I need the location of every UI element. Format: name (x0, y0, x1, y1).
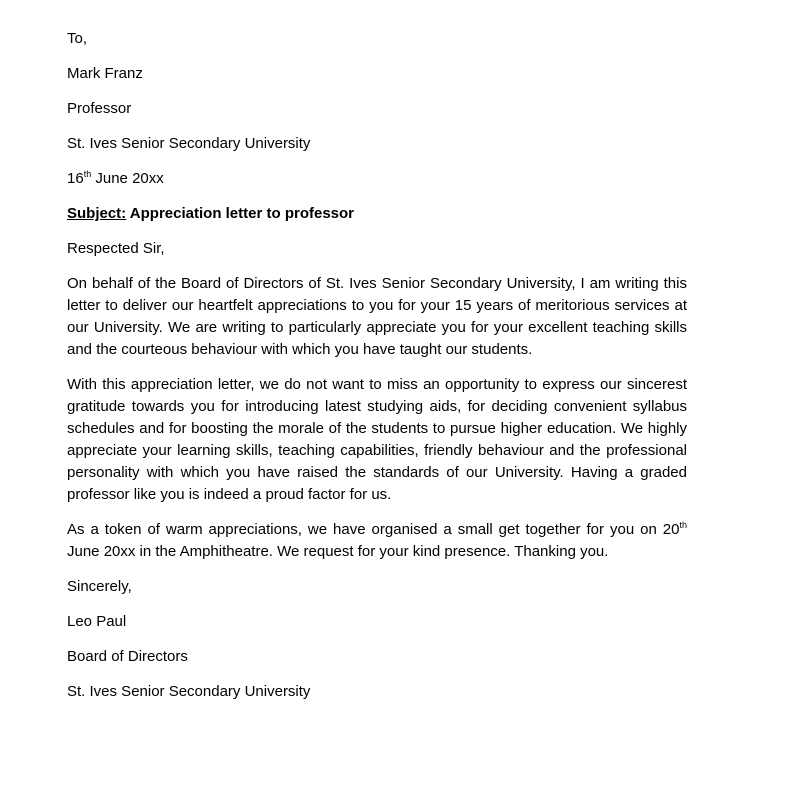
sender-org: Board of Directors (67, 648, 188, 665)
body-paragraph-1: On behalf of the Board of Directors of St. Ives Senior Secondary University, I am writing this letter to deliver our heartfelt appreciations to you for your 15 years of meritorious services at our University. We are writing to particularly appreciate you for your excellent teaching skills and the courteous behaviour with which you have taught our students. (67, 275, 687, 358)
date-rest: June 20xx (91, 170, 164, 187)
letter-date (67, 168, 687, 190)
recipient-name: Mark Franz (67, 65, 143, 82)
subject-text: Appreciation letter to professor (126, 205, 354, 222)
body-paragraph-3 (67, 519, 687, 563)
recipient-title: Professor (67, 100, 132, 117)
subject-line (67, 203, 687, 225)
date-ordinal-suffix: th (83, 169, 92, 179)
closing-signoff: Sincerely, (67, 578, 132, 595)
greeting: Respected Sir, (67, 240, 165, 257)
paragraph-3-ordinal-suffix: th (679, 520, 687, 530)
subject-label: Subject: (67, 205, 127, 222)
recipient-salutation: To, (67, 30, 88, 47)
paragraph-3-text-after: June 20xx in the Amphitheatre. We request for your kind presence. Thanking you. (67, 543, 609, 560)
sender-name: Leo Paul (67, 613, 127, 630)
sender-institution: St. Ives Senior Secondary University (67, 683, 311, 700)
recipient-institution: St. Ives Senior Secondary University (67, 135, 311, 152)
body-paragraph-2: With this appreciation letter, we do not want to miss an opportunity to express our sincerest gratitude towards you for introducing latest studying aids, for deciding convenient syllabus schedules and for boosting the morale of the students to pursue higher education. We highly appreciate your learning skills, teaching capabilities, friendly behaviour and the professional personality with which you have raised the standards of our University. Having a graded professor like you is indeed a proud factor for us. (67, 376, 687, 503)
date-day: 16 (67, 170, 84, 187)
paragraph-3-text-before: As a token of warm appreciations, we have organised a small get together for you on 20 (67, 521, 680, 538)
